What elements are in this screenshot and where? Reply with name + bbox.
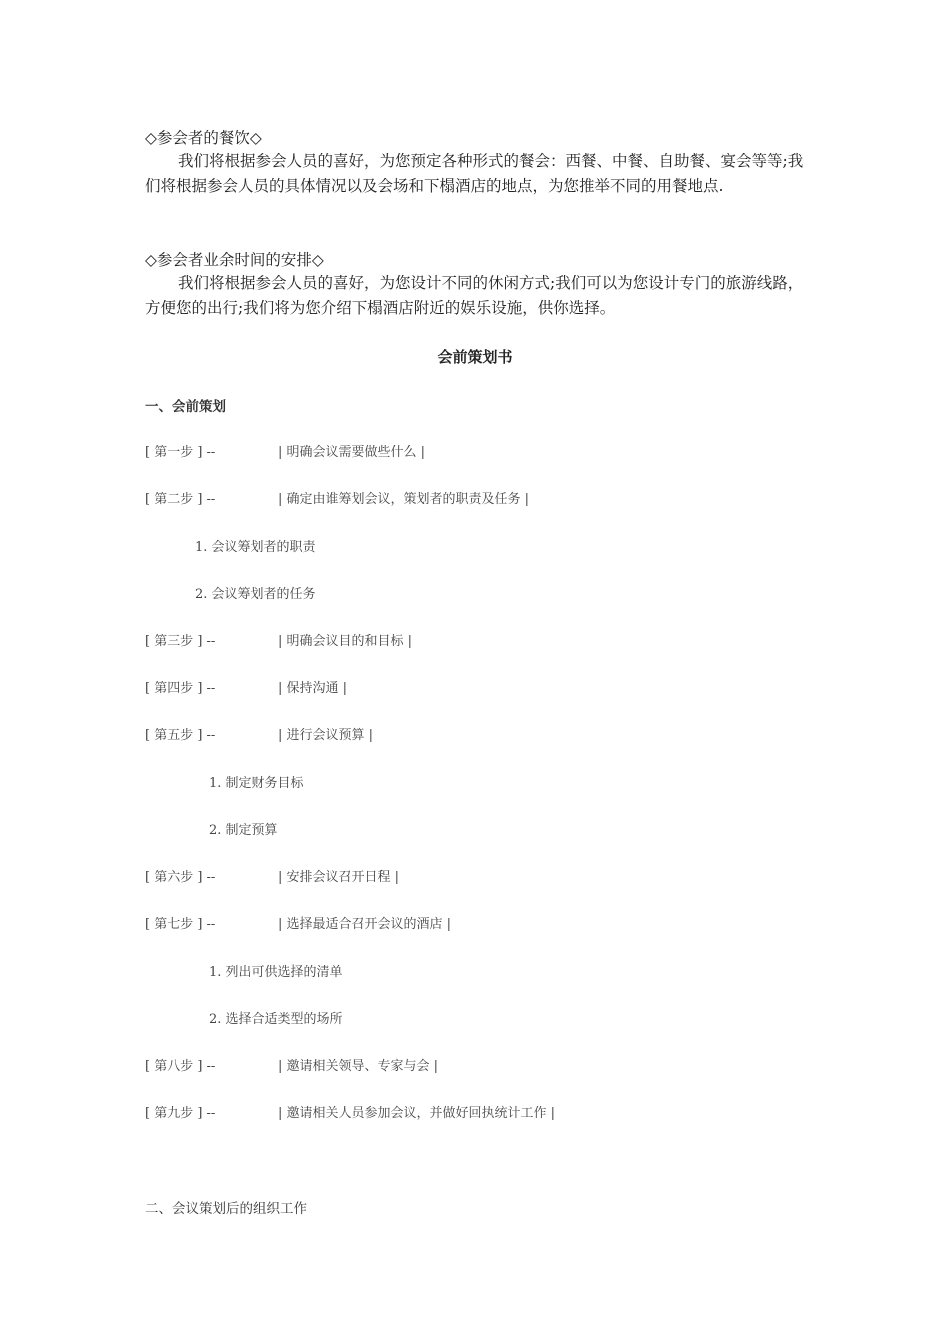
- section-one-heading: 一、会前策划: [145, 399, 226, 415]
- step-text: | 明确会议需要做些什么 |: [278, 445, 426, 460]
- sub-item: 1. 列出可供选择的清单: [209, 965, 343, 980]
- dining-heading: ◇参会者的餐饮◇: [145, 129, 262, 147]
- step-label: [ 第三步 ] --: [145, 634, 216, 649]
- step-label: [ 第二步 ] --: [145, 492, 216, 507]
- step-text: | 确定由谁筹划会议，策划者的职责及任务 |: [278, 492, 530, 507]
- step-text: | 明确会议目的和目标 |: [278, 634, 413, 649]
- leisure-paragraph: 我们将根据参会人员的喜好，为您设计不同的休闲方式;我们可以为您设计专门的旅游线路，方便您的出行;我们将为您介绍下榻酒店附近的娱乐设施，供你选择。: [145, 274, 804, 317]
- leisure-heading: ◇参会者业余时间的安排◇: [145, 251, 324, 269]
- step-text: | 保持沟通 |: [278, 681, 348, 696]
- sub-item: 2. 选择合适类型的场所: [209, 1012, 343, 1027]
- step-label: [ 第六步 ] --: [145, 870, 216, 885]
- step-text: | 进行会议预算 |: [278, 728, 374, 743]
- step-label: [ 第七步 ] --: [145, 917, 216, 932]
- step-label: [ 第九步 ] --: [145, 1106, 216, 1121]
- dining-paragraph: 我们将根据参会人员的喜好，为您预定各种形式的餐会：西餐、中餐、自助餐、宴会等等;我们将根据参会人员的具体情况以及会场和下榻酒店的地点，为您推举不同的用餐地点.: [145, 152, 804, 195]
- section-two-heading: 二、会议策划后的组织工作: [145, 1201, 307, 1217]
- sub-item: 2. 制定预算: [209, 823, 278, 838]
- step-label: [ 第一步 ] --: [145, 445, 216, 460]
- step-text: | 选择最适合召开会议的酒店 |: [278, 917, 452, 932]
- step-label: [ 第四步 ] --: [145, 681, 216, 696]
- step-label: [ 第八步 ] --: [145, 1059, 216, 1074]
- sub-item: 2. 会议筹划者的任务: [195, 587, 316, 602]
- step-label: [ 第五步 ] --: [145, 728, 216, 743]
- step-text: | 邀请相关领导、专家与会 |: [278, 1059, 439, 1074]
- sub-item: 1. 会议筹划者的职责: [195, 540, 316, 555]
- sub-item: 1. 制定财务目标: [209, 776, 304, 791]
- step-text: | 邀请相关人员参加会议，并做好回执统计工作 |: [278, 1106, 556, 1121]
- step-text: | 安排会议召开日程 |: [278, 870, 400, 885]
- document-title: 会前策划书: [437, 348, 513, 366]
